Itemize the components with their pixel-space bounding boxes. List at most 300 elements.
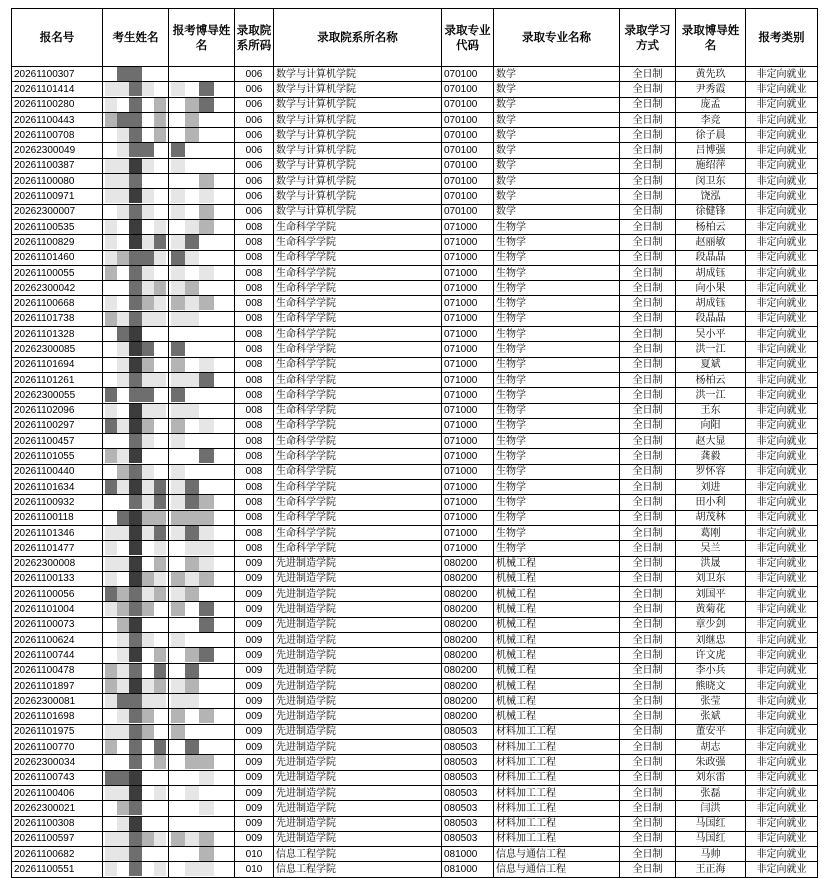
cell-major-code: 080200 [442,602,494,617]
cell-study-mode: 全日制 [620,82,676,97]
cell-dept-name: 生命科学学院 [274,480,442,495]
cell-id: 20261100770 [12,740,103,755]
table-row [12,617,818,632]
cell-category: 非定向就业 [746,801,818,816]
cell-supervisor-admitted: 洪一江 [676,342,746,357]
table-row [12,571,818,586]
cell-study-mode: 全日制 [620,785,676,800]
cell-name-redacted [103,663,169,678]
cell-study-mode: 全日制 [620,556,676,571]
cell-major-code: 080503 [442,801,494,816]
table-row [12,495,818,510]
cell-major-name: 生物学 [494,449,620,464]
cell-category: 非定向就业 [746,250,818,265]
cell-dept-code: 010 [235,847,274,862]
cell-study-mode: 全日制 [620,495,676,510]
cell-dept-name: 生命科学学院 [274,464,442,479]
header-major-name: 录取专业名称 [494,9,620,67]
cell-category: 非定向就业 [746,541,818,556]
cell-supervisor-admitted: 洪一江 [676,388,746,403]
cell-study-mode: 全日制 [620,449,676,464]
cell-dept-code: 008 [235,281,274,296]
table-row [12,709,818,724]
table-row [12,785,818,800]
cell-name-redacted [103,571,169,586]
cell-category: 非定向就业 [746,632,818,647]
cell-id: 20261101004 [12,602,103,617]
cell-dept-code: 009 [235,740,274,755]
cell-id: 20261102096 [12,403,103,418]
cell-category: 非定向就业 [746,816,818,831]
table-row [12,801,818,816]
cell-major-name: 数学 [494,158,620,173]
cell-major-name: 材料加工工程 [494,755,620,770]
table-row [12,449,818,464]
cell-supervisor-admitted: 向小果 [676,281,746,296]
cell-id: 20261100535 [12,219,103,234]
table-row [12,480,818,495]
cell-supervisor-admitted: 段晶晶 [676,311,746,326]
cell-dept-code: 009 [235,617,274,632]
cell-supervisor-admitted: 饶泓 [676,189,746,204]
cell-supervisor-admitted: 胡茂林 [676,510,746,525]
cell-id: 20261100668 [12,296,103,311]
cell-supervisor-admitted: 刘进 [676,480,746,495]
cell-id: 20262300034 [12,755,103,770]
table-row [12,97,818,112]
cell-study-mode: 全日制 [620,602,676,617]
cell-name-redacted [103,464,169,479]
cell-name-redacted [103,724,169,739]
cell-study-mode: 全日制 [620,755,676,770]
cell-name-redacted [103,219,169,234]
cell-supervisor-applied-redacted [169,602,235,617]
cell-id: 20261100829 [12,235,103,250]
cell-id: 20261100080 [12,174,103,189]
cell-dept-name: 生命科学学院 [274,250,442,265]
cell-major-name: 机械工程 [494,648,620,663]
cell-major-name: 生物学 [494,403,620,418]
cell-supervisor-admitted: 王正海 [676,862,746,877]
cell-category: 非定向就业 [746,388,818,403]
cell-supervisor-applied-redacted [169,755,235,770]
cell-study-mode: 全日制 [620,525,676,540]
cell-supervisor-applied-redacted [169,464,235,479]
cell-supervisor-admitted: 胡志 [676,740,746,755]
cell-major-code: 080200 [442,556,494,571]
header-row [12,9,818,67]
cell-dept-code: 009 [235,632,274,647]
cell-name-redacted [103,678,169,693]
cell-name-redacted [103,434,169,449]
cell-id: 20261101975 [12,724,103,739]
cell-id: 20261101477 [12,541,103,556]
cell-id: 20262300042 [12,281,103,296]
cell-dept-code: 006 [235,128,274,143]
cell-study-mode: 全日制 [620,571,676,586]
cell-category: 非定向就业 [746,372,818,387]
table-row [12,174,818,189]
cell-category: 非定向就业 [746,189,818,204]
cell-major-code: 080200 [442,678,494,693]
cell-name-redacted [103,847,169,862]
cell-major-name: 数学 [494,128,620,143]
cell-dept-name: 先进制造学院 [274,831,442,846]
cell-id: 20261101328 [12,327,103,342]
cell-category: 非定向就业 [746,648,818,663]
cell-major-name: 机械工程 [494,709,620,724]
cell-category: 非定向就业 [746,464,818,479]
cell-dept-code: 009 [235,587,274,602]
cell-dept-code: 009 [235,709,274,724]
table-body [12,67,818,878]
cell-name-redacted [103,372,169,387]
cell-supervisor-admitted: 夏斌 [676,357,746,372]
cell-study-mode: 全日制 [620,480,676,495]
cell-category: 非定向就业 [746,510,818,525]
cell-study-mode: 全日制 [620,143,676,158]
cell-supervisor-admitted: 董安平 [676,724,746,739]
cell-name-redacted [103,388,169,403]
cell-dept-code: 006 [235,143,274,158]
table-row [12,112,818,127]
cell-study-mode: 全日制 [620,847,676,862]
cell-major-name: 材料加工工程 [494,740,620,755]
cell-supervisor-applied-redacted [169,204,235,219]
table-row [12,587,818,602]
table-row [12,235,818,250]
cell-supervisor-admitted: 葛刚 [676,525,746,540]
cell-supervisor-admitted: 朱政强 [676,755,746,770]
cell-id: 20261100624 [12,632,103,647]
cell-id: 20261100597 [12,831,103,846]
cell-supervisor-admitted: 闵卫东 [676,174,746,189]
cell-study-mode: 全日制 [620,663,676,678]
cell-category: 非定向就业 [746,617,818,632]
cell-supervisor-applied-redacted [169,770,235,785]
cell-dept-code: 008 [235,250,274,265]
cell-category: 非定向就业 [746,265,818,280]
cell-study-mode: 全日制 [620,678,676,693]
cell-id: 20261100440 [12,464,103,479]
cell-dept-name: 先进制造学院 [274,571,442,586]
cell-dept-code: 008 [235,219,274,234]
cell-dept-name: 生命科学学院 [274,541,442,556]
cell-major-code: 071000 [442,510,494,525]
table-row [12,418,818,433]
header-study-mode: 录取学习方式 [620,9,676,67]
cell-dept-code: 006 [235,204,274,219]
cell-study-mode: 全日制 [620,403,676,418]
cell-supervisor-applied-redacted [169,189,235,204]
cell-dept-name: 数学与计算机学院 [274,158,442,173]
cell-dept-name: 数学与计算机学院 [274,143,442,158]
cell-major-code: 070100 [442,158,494,173]
cell-dept-name: 生命科学学院 [274,434,442,449]
cell-supervisor-admitted: 闫洪 [676,801,746,816]
cell-category: 非定向就业 [746,694,818,709]
cell-name-redacted [103,67,169,82]
cell-supervisor-applied-redacted [169,235,235,250]
cell-supervisor-applied-redacted [169,388,235,403]
cell-study-mode: 全日制 [620,770,676,785]
cell-supervisor-admitted: 赵丽敏 [676,235,746,250]
cell-name-redacted [103,342,169,357]
cell-dept-name: 数学与计算机学院 [274,204,442,219]
cell-major-name: 信息与通信工程 [494,862,620,877]
cell-name-redacted [103,816,169,831]
cell-supervisor-admitted: 胡成钰 [676,296,746,311]
cell-supervisor-applied-redacted [169,510,235,525]
cell-id: 20261101694 [12,357,103,372]
cell-category: 非定向就业 [746,128,818,143]
cell-major-name: 材料加工工程 [494,816,620,831]
cell-dept-code: 008 [235,464,274,479]
cell-supervisor-admitted: 吕博强 [676,143,746,158]
cell-id: 20261100682 [12,847,103,862]
table-row [12,556,818,571]
cell-study-mode: 全日制 [620,740,676,755]
cell-dept-code: 009 [235,571,274,586]
cell-major-name: 生物学 [494,464,620,479]
header-dept-code: 录取院系所码 [235,9,274,67]
cell-major-name: 机械工程 [494,632,620,647]
cell-id: 20261100744 [12,648,103,663]
cell-id: 20261100297 [12,418,103,433]
cell-major-name: 数学 [494,67,620,82]
cell-study-mode: 全日制 [620,510,676,525]
cell-id: 20262300007 [12,204,103,219]
cell-supervisor-applied-redacted [169,724,235,739]
cell-major-name: 材料加工工程 [494,770,620,785]
cell-name-redacted [103,235,169,250]
cell-supervisor-applied-redacted [169,831,235,846]
cell-study-mode: 全日制 [620,235,676,250]
cell-id: 20261100387 [12,158,103,173]
cell-supervisor-applied-redacted [169,265,235,280]
cell-dept-code: 006 [235,112,274,127]
cell-id: 20261100708 [12,128,103,143]
cell-major-name: 机械工程 [494,663,620,678]
header-supervisor-admitted: 录取博导姓名 [676,9,746,67]
cell-major-code: 080503 [442,724,494,739]
cell-dept-name: 生命科学学院 [274,327,442,342]
cell-dept-code: 008 [235,357,274,372]
cell-supervisor-admitted: 洪晟 [676,556,746,571]
cell-major-code: 071000 [442,265,494,280]
cell-id: 20261100055 [12,265,103,280]
cell-major-code: 071000 [442,281,494,296]
table-row [12,204,818,219]
cell-id: 20261100280 [12,97,103,112]
cell-dept-code: 008 [235,525,274,540]
cell-name-redacted [103,449,169,464]
cell-dept-code: 006 [235,174,274,189]
cell-name-redacted [103,480,169,495]
cell-major-code: 071000 [442,311,494,326]
admissions-table [11,8,818,878]
table-row [12,694,818,709]
cell-supervisor-applied-redacted [169,418,235,433]
cell-major-name: 机械工程 [494,678,620,693]
cell-name-redacted [103,97,169,112]
cell-name-redacted [103,770,169,785]
cell-dept-code: 006 [235,189,274,204]
cell-supervisor-admitted: 章少剑 [676,617,746,632]
cell-study-mode: 全日制 [620,189,676,204]
cell-category: 非定向就业 [746,678,818,693]
cell-study-mode: 全日制 [620,281,676,296]
cell-study-mode: 全日制 [620,632,676,647]
cell-major-code: 071000 [442,388,494,403]
cell-major-name: 材料加工工程 [494,801,620,816]
cell-dept-code: 009 [235,801,274,816]
cell-supervisor-applied-redacted [169,82,235,97]
table-row [12,525,818,540]
cell-id: 20261100133 [12,571,103,586]
cell-supervisor-admitted: 熊晓文 [676,678,746,693]
cell-supervisor-admitted: 吴小平 [676,327,746,342]
cell-id: 20261101460 [12,250,103,265]
cell-study-mode: 全日制 [620,311,676,326]
cell-supervisor-applied-redacted [169,709,235,724]
cell-dept-name: 先进制造学院 [274,678,442,693]
cell-id: 20261100308 [12,816,103,831]
cell-category: 非定向就业 [746,709,818,724]
cell-dept-name: 先进制造学院 [274,617,442,632]
cell-category: 非定向就业 [746,571,818,586]
cell-dept-code: 008 [235,510,274,525]
table-row [12,128,818,143]
cell-supervisor-admitted: 吴兰 [676,541,746,556]
table-row [12,740,818,755]
cell-dept-name: 数学与计算机学院 [274,174,442,189]
cell-dept-name: 先进制造学院 [274,694,442,709]
cell-dept-code: 008 [235,418,274,433]
cell-major-code: 071000 [442,495,494,510]
table-row [12,847,818,862]
cell-category: 非定向就业 [746,357,818,372]
cell-major-name: 生物学 [494,235,620,250]
cell-dept-name: 生命科学学院 [274,449,442,464]
table-row [12,816,818,831]
cell-major-name: 生物学 [494,296,620,311]
cell-dept-code: 009 [235,556,274,571]
cell-supervisor-admitted: 王东 [676,403,746,418]
cell-major-code: 070100 [442,128,494,143]
table-row [12,82,818,97]
cell-major-code: 070100 [442,204,494,219]
cell-name-redacted [103,357,169,372]
cell-major-code: 081000 [442,862,494,877]
cell-dept-name: 先进制造学院 [274,602,442,617]
cell-category: 非定向就业 [746,785,818,800]
cell-dept-name: 数学与计算机学院 [274,189,442,204]
cell-study-mode: 全日制 [620,648,676,663]
cell-study-mode: 全日制 [620,327,676,342]
table-row [12,327,818,342]
cell-major-code: 071000 [442,342,494,357]
cell-study-mode: 全日制 [620,128,676,143]
cell-dept-code: 008 [235,372,274,387]
cell-dept-name: 信息工程学院 [274,847,442,862]
cell-supervisor-applied-redacted [169,571,235,586]
cell-category: 非定向就业 [746,82,818,97]
cell-supervisor-applied-redacted [169,678,235,693]
cell-dept-name: 生命科学学院 [274,311,442,326]
cell-major-name: 数学 [494,97,620,112]
cell-supervisor-admitted: 田小利 [676,495,746,510]
cell-study-mode: 全日制 [620,862,676,877]
cell-study-mode: 全日制 [620,541,676,556]
cell-name-redacted [103,831,169,846]
cell-supervisor-admitted: 向阳 [676,418,746,433]
cell-category: 非定向就业 [746,219,818,234]
cell-major-code: 071000 [442,449,494,464]
cell-major-code: 080200 [442,663,494,678]
cell-dept-code: 008 [235,480,274,495]
cell-major-name: 生物学 [494,342,620,357]
cell-id: 20261101698 [12,709,103,724]
cell-study-mode: 全日制 [620,464,676,479]
cell-category: 非定向就业 [746,112,818,127]
cell-dept-name: 数学与计算机学院 [274,67,442,82]
cell-major-code: 080503 [442,740,494,755]
cell-major-code: 071000 [442,357,494,372]
table-row [12,724,818,739]
header-name: 考生姓名 [103,9,169,67]
cell-dept-name: 生命科学学院 [274,418,442,433]
cell-category: 非定向就业 [746,311,818,326]
table-row [12,434,818,449]
cell-major-code: 071000 [442,403,494,418]
cell-id: 20261100743 [12,770,103,785]
cell-dept-name: 先进制造学院 [274,709,442,724]
cell-dept-code: 010 [235,862,274,877]
cell-supervisor-applied-redacted [169,97,235,112]
cell-study-mode: 全日制 [620,418,676,433]
cell-major-code: 080503 [442,755,494,770]
cell-dept-code: 008 [235,342,274,357]
cell-major-name: 材料加工工程 [494,831,620,846]
cell-supervisor-admitted: 李竞 [676,112,746,127]
cell-study-mode: 全日制 [620,587,676,602]
cell-dept-code: 009 [235,648,274,663]
cell-name-redacted [103,510,169,525]
cell-category: 非定向就业 [746,418,818,433]
cell-major-code: 080503 [442,831,494,846]
cell-supervisor-admitted: 赵大显 [676,434,746,449]
cell-dept-code: 008 [235,449,274,464]
cell-major-name: 数学 [494,204,620,219]
cell-category: 非定向就业 [746,174,818,189]
cell-major-code: 071000 [442,525,494,540]
cell-id: 20261101634 [12,480,103,495]
cell-id: 20261100551 [12,862,103,877]
cell-supervisor-applied-redacted [169,663,235,678]
cell-supervisor-applied-redacted [169,357,235,372]
cell-study-mode: 全日制 [620,831,676,846]
cell-dept-code: 009 [235,831,274,846]
cell-major-code: 080200 [442,648,494,663]
cell-category: 非定向就业 [746,434,818,449]
cell-major-name: 生物学 [494,495,620,510]
cell-supervisor-admitted: 杨柏云 [676,372,746,387]
cell-supervisor-applied-redacted [169,128,235,143]
cell-id: 20261101261 [12,372,103,387]
cell-dept-code: 008 [235,388,274,403]
cell-name-redacted [103,525,169,540]
